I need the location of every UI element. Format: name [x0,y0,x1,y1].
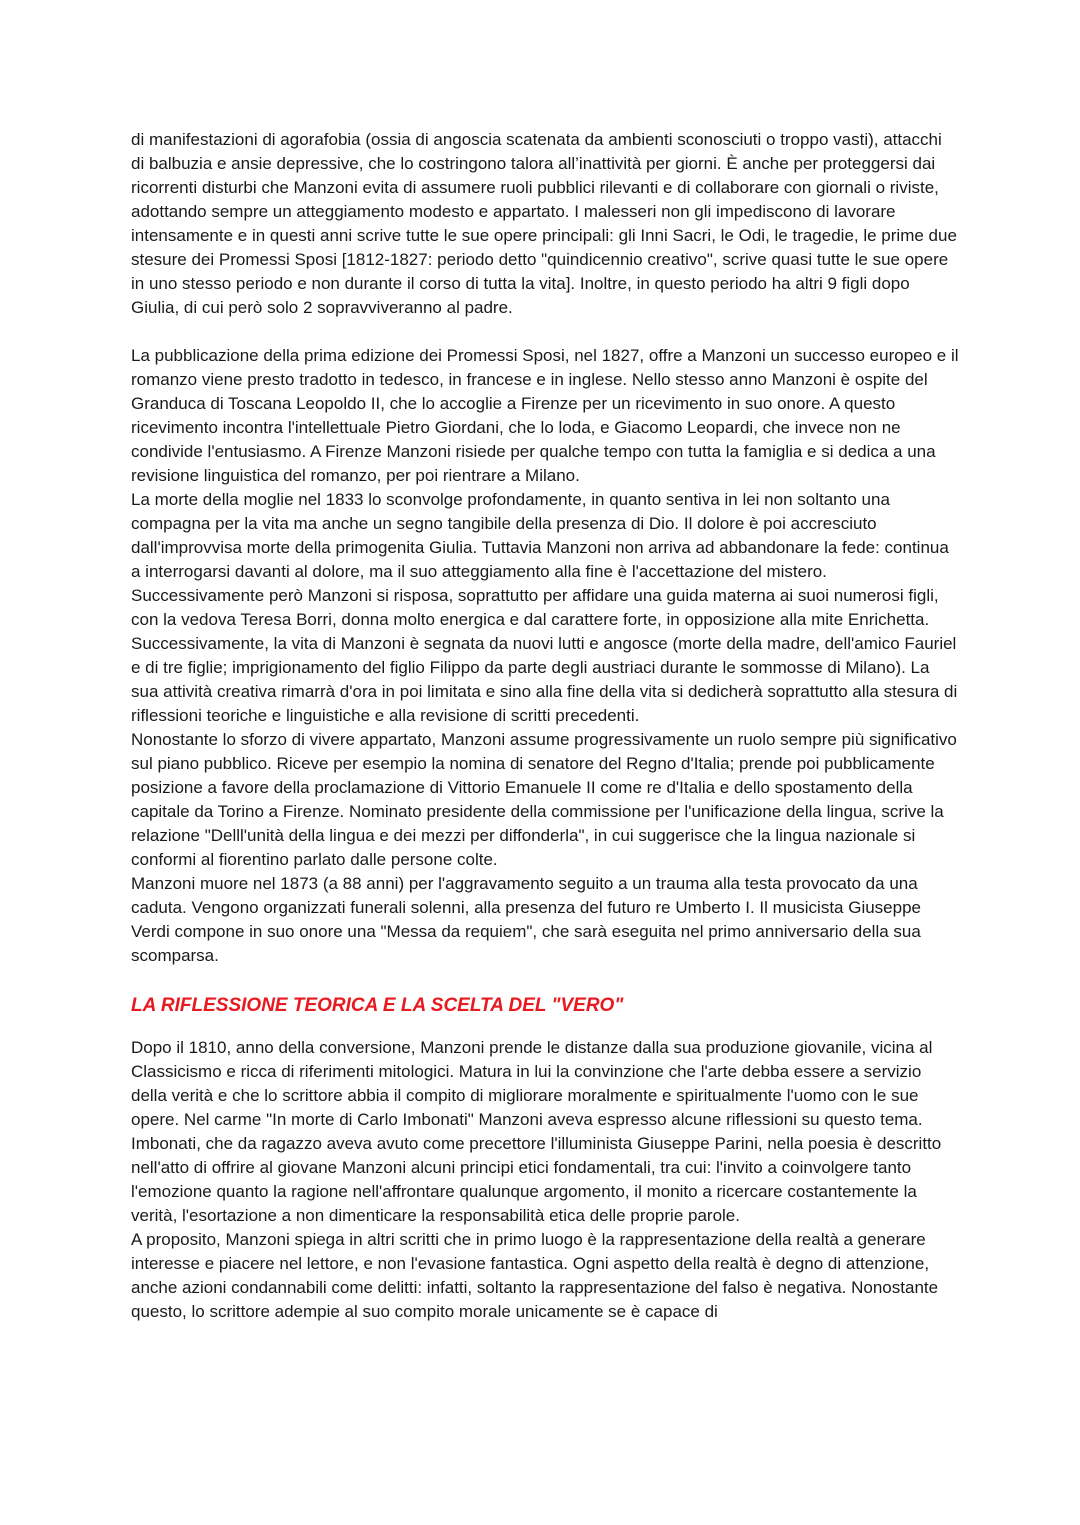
paragraph-public-role: Nonostante lo sforzo di vivere appartato, Manzoni assume progressivamente un ruolo sempre più significativo sul piano pubblico. Riceve per esempio la nomina di senatore del Regno d'Italia; prende poi pubblicamente posizione a favore della proclamazione di Vittorio Emanuele II come re d'Italia e dello spostamento della capitale da Torino a Firenze. Nominato presidente della commissione per l'unificazione della lingua, scrive la relazione "Delll'unità della lingua e dei mezzi per diffonderla", in cui suggerisce che la lingua nazionale si conformi al fiorentino parlato dalle persone colte. [131,730,957,869]
paragraph-death-of-wife: La morte della moglie nel 1833 lo sconvolge profondamente, in quanto sentiva in lei non soltanto una compagna per la vita ma anche un segno tangibile della presenza di Dio. Il dolore è poi accresciuto dall'improvvisa morte della primogenita Giulia. Tuttavia Manzoni non arriva ad abbandonare la fede: continua a interrogarsi davanti al dolore, ma il suo atteggiamento alla fine è l'accettazione del mistero. Successivamente però Manzoni si risposa, soprattutto per affidare una guida materna ai suoi numerosi figli, con la vedova Teresa Borri, donna molto energica e dal carattere forte, in opposizione alla mite Enrichetta. Successivamente, la vita di Manzoni è segnata da nuovi lutti e angosce (morte della madre, dell'amico Fauriel e di tre figlie; imprigionamento del figlio Filippo da parte degli austriaci durante le sommosse di Milano). La sua attività creativa rimarrà d'ora in poi limitata e sino alla fine della vita si dedicherà soprattutto alla stesura di riflessioni teoriche e linguistiche e alla revisione di scritti precedenti. [131,490,958,725]
paragraph-representation-of-reality: A proposito, Manzoni spiega in altri scritti che in primo luogo è la rappresentazione della realtà a generare interesse e piacere nel lettore, e non l'evasione fantastica. Ogni aspetto della realtà è degno di attenzione, anche azioni condannabili come delitti: infatti, soltanto la rappresentazione del falso è negativa. Nonostante questo, lo scrittore adempie al suo compito morale unicamente se è capace di [131,1229,939,1321]
section-heading: LA RIFLESSIONE TEORICA E LA SCELTA DEL "VERO" [131,995,624,1016]
paragraph-death-of-manzoni: Manzoni muore nel 1873 (a 88 anni) per l'aggravamento seguito a un trauma alla testa provocato da una caduta. Vengono organizzati funerali solenni, alla presenza del futuro re Umberto I. Il musicista Giuseppe Verdi compone in suo onore una "Messa da requiem", che sarà eseguita nel primo anniversario della sua scomparsa. [131,874,922,965]
document-page [131,128,959,1324]
paragraph-health-and-works: di manifestazioni di agorafobia (ossia di angoscia scatenata da ambienti sconosciuti o troppo vasti), attacchi di balbuzia e ansie depressive, che lo costringono talora all’inattività per giorni. È anche per proteggersi dai ricorrenti disturbi che Manzoni evita di assumere ruoli pubblici rilevanti e di collaborare con giornali o riviste, adottando sempre un atteggiamento modesto e appartato. I malesseri non gli impediscono di lavorare intensamente e in questi anni scrive tutte le sue opere principali: gli Inni Sacri, le Odi, le tragedie, le prime due stesure dei Promessi Sposi [1812-1827: periodo detto "quindicennio creativo", scrive quasi tutte le sue opere in uno stesso periodo e non durante il corso di tutta la vita]. Inoltre, in questo periodo ha altri 9 figli dopo Giulia, di cui però solo 2 sopravviveranno al padre. [131,130,957,317]
paragraph-conversion: Dopo il 1810, anno della conversione, Manzoni prende le distanze dalla sua produzione giovanile, vicina al Classicismo e ricca di riferimenti mitologici. Matura in lui la convinzione che l'arte debba essere a servizio della verità e che lo scrittore abbia il compito di migliorare moralmente e spiritualmente l'uomo con le sue opere. Nel carme "In morte di Carlo Imbonati" Manzoni aveva espresso alcune riflessioni su questo tema. Imbonati, che da ragazzo aveva avuto come precettore l'illuminista Giuseppe Parini, nella poesia è descritto nell'atto di offrire al giovane Manzoni alcuni principi etici fondamentali, tra cui: l'invito a coinvolgere tanto l'emozione quanto la ragione nell'affrontare qualunque argomento, il monito a ricercare costantemente la verità, l'esortazione a non dimenticare la responsabilità etica delle proprie parole. [131,1037,942,1225]
paragraph-promessi-sposi-publication: La pubblicazione della prima edizione dei Promessi Sposi, nel 1827, offre a Manzoni un successo europeo e il romanzo viene presto tradotto in tedesco, in francese e in inglese. Nello stesso anno Manzoni è ospite del Granduca di Toscana Leopoldo II, che lo accoglie a Firenze per un ricevimento in suo onore. A questo ricevimento incontra l'intellettuale Pietro Giordani, che lo loda, e Giacomo Leopardi, che invece non ne condivide l'entusiasmo. A Firenze Manzoni risiede per qualche tempo con tutta la famiglia e si dedica a una revisione linguistica del romanzo, per poi rientrare a Milano. [131,346,959,485]
